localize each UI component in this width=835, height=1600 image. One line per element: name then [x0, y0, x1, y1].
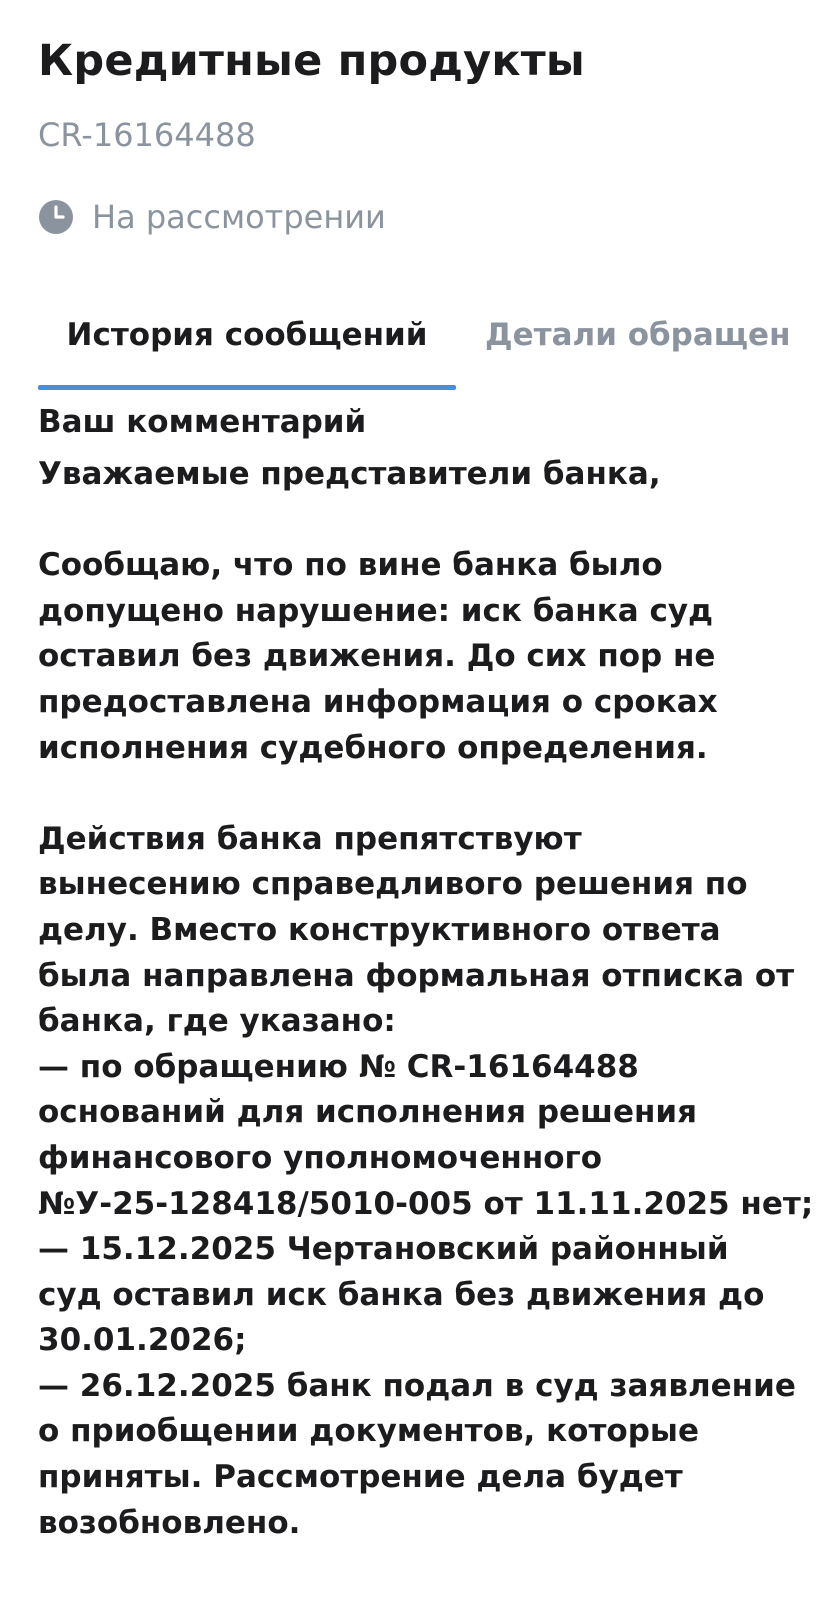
- status-label: На рассмотрении: [92, 198, 386, 236]
- comment-line: Уважаемые представители банка,: [38, 456, 661, 492]
- clock-icon: [38, 199, 74, 235]
- tab-message-history[interactable]: [38, 310, 456, 390]
- comment-line: предоставлена информация о сроках: [38, 683, 718, 720]
- page-title: Кредитные продукты: [38, 36, 585, 86]
- comment-text: [38, 452, 814, 1546]
- comment-line: возобновлено.: [38, 1504, 301, 1541]
- tab-request-details[interactable]: [485, 310, 791, 390]
- active-tab-indicator: [38, 385, 456, 390]
- comment-line: финансового уполномоченного: [38, 1139, 603, 1176]
- comment-line: была направлена формальная отписка от: [38, 957, 795, 994]
- comment-line: делу. Вместо конструктивного ответа: [38, 911, 721, 948]
- comment-line: исполнения судебного определения.: [38, 729, 708, 766]
- comment-line: [38, 498, 798, 544]
- comment-line: банка, где указано:: [38, 1003, 396, 1040]
- comment-line: [38, 771, 798, 817]
- status-row: [38, 198, 386, 236]
- comment-line: Сообщаю, что по вине банка было: [38, 547, 663, 584]
- tab-message-history-label: История сообщений: [66, 317, 428, 353]
- comment-line: суд оставил иск банка без движения до: [38, 1276, 765, 1313]
- comment-line: оставил без движения. До сих пор не: [38, 638, 716, 675]
- tab-bar: [38, 310, 835, 390]
- comment-line: оснований для исполнения решения: [38, 1094, 698, 1131]
- comment-line: — 15.12.2025 Чертановский районный: [38, 1231, 729, 1268]
- tab-request-details-label: Детали обращен: [485, 317, 791, 353]
- comment-line: №У-25-128418/5010-005 от 11.11.2025 нет;: [38, 1185, 814, 1222]
- comment-line: — по обращению № CR-16164488: [38, 1048, 639, 1085]
- comment-line: вынесению справедливого решения по: [38, 866, 748, 903]
- comment-line: о приобщении документов, которые: [38, 1413, 699, 1450]
- comment-line: — 26.12.2025 банк подал в суд заявление: [38, 1367, 796, 1404]
- comment-line: приняты. Рассмотрение дела будет: [38, 1459, 683, 1496]
- comment-line: допущено нарушение: иск банка суд: [38, 592, 714, 629]
- comment-line: 30.01.2026;: [38, 1322, 247, 1359]
- comment-heading: Ваш комментарий: [38, 404, 367, 440]
- comment-line: Действия банка препятствуют: [38, 820, 582, 857]
- case-id: CR-16164488: [38, 116, 256, 154]
